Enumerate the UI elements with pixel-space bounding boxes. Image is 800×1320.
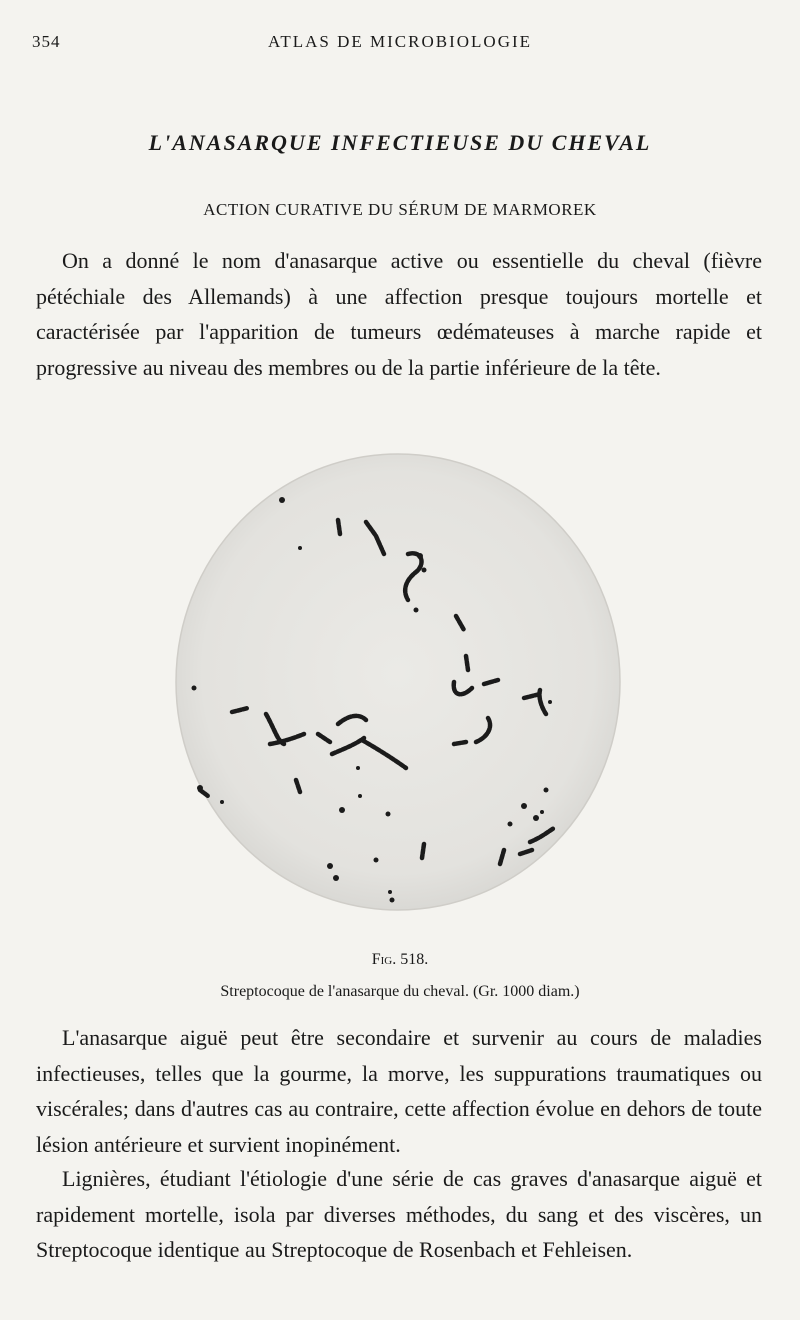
coccus [374,858,379,863]
coccus [298,546,302,550]
paragraph-intro: On a donné le nom d'anasarque active ou essentielle du cheval (fièvre pétéchiale des Allemands) à une affection presque toujours mortelle et caractérisée par l'apparition de tumeurs œdémateuses à marche rapide et progressive au niveau des membres ou de la partie inférieure de la tête. [36,248,762,380]
page-number: 354 [32,32,61,51]
streptococcus-chain [338,520,340,534]
coccus [356,766,360,770]
coccus [540,810,544,814]
micrograph-image [170,452,630,914]
coccus [508,822,513,827]
microscope-field [176,454,620,910]
coccus [521,803,527,809]
coccus [422,568,427,573]
running-head [32,32,768,56]
coccus [333,875,339,881]
paragraph-secondary: L'anasarque aiguë peut être secondaire et survenir au cours de maladies infectieuses, telles que la gourme, la morve, les suppurations traumatiques ou viscérales; dans d'autres cas au contraire, cette affection évolue en dehors de toute lésion antérieure et survient inopinément. [36,1025,762,1157]
coccus [192,686,197,691]
coccus [544,788,549,793]
micrograph-figure [170,452,630,914]
coccus [417,553,423,559]
figure-number: Fig. 518. [371,951,429,968]
running-title: ATLAS DE MICROBIOLOGIE [267,32,533,51]
chapter-title: L'ANASARQUE INFECTIEUSE DU CHEVAL [148,130,652,155]
coccus [548,700,552,704]
paragraph-lignieres: Lignières, étudiant l'étiologie d'une série de cas graves d'anasarque aiguë et rapidement mortelle, isola par diverses méthodes, du sang et des viscères, un Streptocoque identique au Streptocoque de Rosenbach et Fehleisen. [36,1166,762,1262]
coccus [533,815,539,821]
coccus [339,807,345,813]
coccus [390,898,395,903]
streptococcus-chain [466,656,468,670]
coccus [386,812,391,817]
coccus [197,785,203,791]
streptococcus-chain [422,844,424,858]
coccus [358,794,362,798]
coccus [220,800,224,804]
figure-caption: Streptocoque de l'anasarque du cheval. (Gr. 1000 diam.) [220,983,580,1000]
coccus [327,863,333,869]
coccus [388,890,392,894]
section-title: ACTION CURATIVE DU SÉRUM DE MARMOREK [203,200,597,219]
coccus [279,497,285,503]
coccus [414,608,419,613]
streptococcus-chain [454,742,466,744]
